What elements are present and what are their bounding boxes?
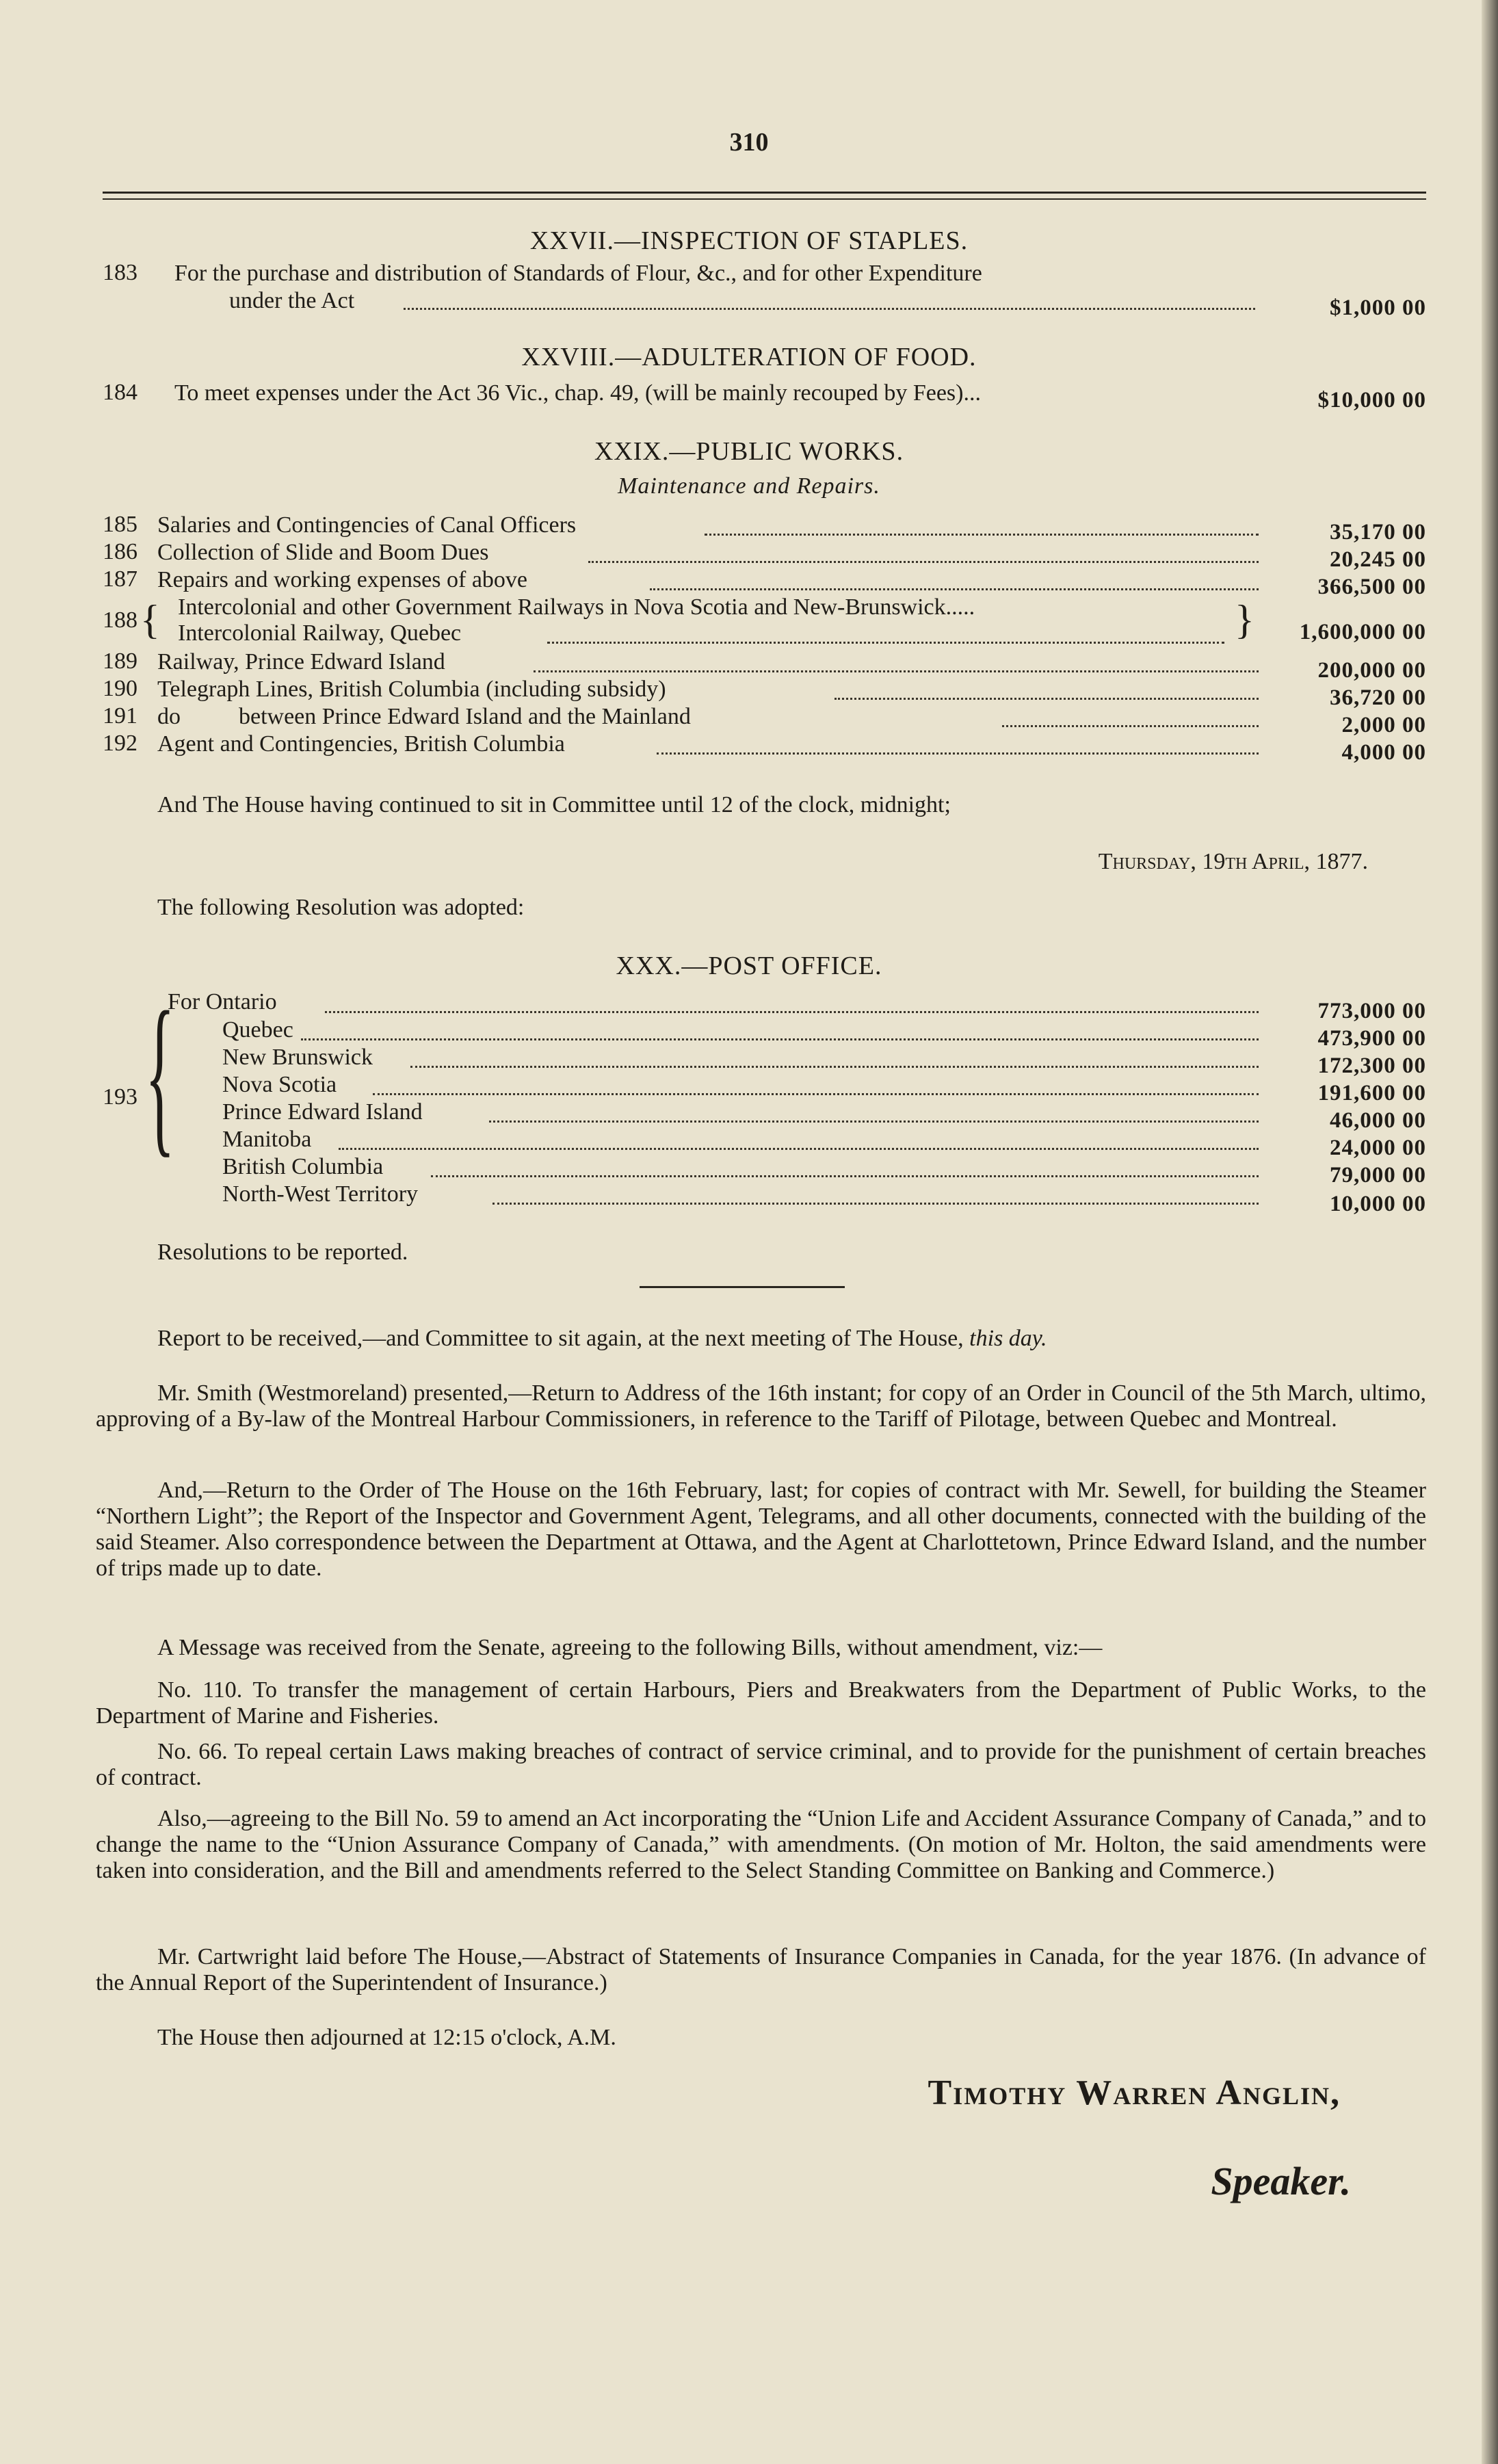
amount: 79,000 00 (1330, 1163, 1426, 1188)
item-text: Intercolonial and other Government Railways in Nova Scotia and New-Brunswick..... (178, 594, 975, 620)
left-brace: { (145, 975, 175, 1172)
leader-dots (547, 642, 1224, 644)
amount: 773,000 00 (1317, 999, 1426, 1023)
amount: 46,000 00 (1330, 1108, 1426, 1133)
paragraph: Resolutions to be reported. (157, 1240, 408, 1265)
leader-dots (835, 698, 1259, 700)
amount: 36,720 00 (1330, 685, 1426, 710)
item-text: North-West Territory (222, 1181, 419, 1207)
item-text: To meet expenses under the Act 36 Vic., chap. 49, (will be mainly recouped by Fees)... (174, 380, 981, 406)
item-number: 185 (103, 512, 137, 537)
amount: 1,600,000 00 (1299, 620, 1426, 644)
item-text: Railway, Prince Edward Island (157, 649, 445, 674)
leader-dots (410, 1066, 1259, 1068)
paragraph (157, 1326, 1426, 1352)
amount: 24,000 00 (1330, 1136, 1426, 1160)
item-text: Telegraph Lines, British Columbia (including subsidy) (157, 677, 666, 702)
leader-dots (373, 1093, 1259, 1095)
item-number: 192 (103, 731, 137, 756)
dateline: Thursday, 19th April, 1877. (1098, 849, 1368, 874)
section-heading: XXVIII.—ADULTERATION OF FOOD. (521, 343, 977, 371)
item-text: under the Act (229, 288, 355, 313)
paragraph: And,—Return to the Order of The House on the 16th February, last; for copies of contract with Mr. Sewell, for building the Steamer “Northern Light”; the Report of the Inspector and Government Agent, Telegrams, and all other documents, connected with the building of the said Steamer. Also correspondence between the Department at Ottawa, and the Agent at Charlottetown, Prince Edward Island, and the number of trips made up to date. (96, 1478, 1426, 1581)
item-text: Agent and Contingencies, British Columbia (157, 731, 565, 757)
item-text: Repairs and working expenses of above (157, 567, 528, 592)
section-heading: XXVII.—INSPECTION OF STAPLES. (529, 226, 969, 255)
leader-dots (650, 588, 1259, 590)
amount: 366,500 00 (1317, 575, 1426, 599)
paragraph: A Message was received from the Senate, agreeing to the following Bills, without amendment, viz:— (157, 1635, 1103, 1660)
leader-dots (301, 1038, 1259, 1040)
amount: 473,900 00 (1317, 1026, 1426, 1051)
item-number: 183 (103, 260, 137, 285)
item-number: 191 (103, 703, 137, 729)
report-emphasis: this day. (969, 1326, 1047, 1351)
report-text: Report to be received,—and Committee to sit again, at the next meeting of The House, (157, 1326, 970, 1351)
amount: 35,170 00 (1330, 520, 1426, 545)
amount: $1,000 00 (1330, 296, 1426, 320)
leader-dots (588, 561, 1259, 563)
header-rule-2 (103, 198, 1426, 200)
item-text: Quebec (222, 1017, 293, 1043)
item-text: Prince Edward Island (222, 1099, 423, 1125)
section-heading: XXIX.—PUBLIC WORKS. (594, 437, 904, 466)
paragraph: Mr. Smith (Westmoreland) presented,—Return to Address of the 16th instant; for copy of an Order in Council of the 5th March, ultimo, approving of a By-law of the Montreal Harbour Commissioners, in reference to the Tariff of Pilotage, between Quebec and Montreal. (96, 1380, 1426, 1432)
item-number: 184 (103, 380, 137, 405)
amount: 4,000 00 (1341, 740, 1426, 765)
section-subtitle: Maintenance and Repairs. (618, 473, 880, 499)
item-number: 188 (103, 607, 137, 633)
paragraph: And The House having continued to sit in Committee until 12 of the clock, midnight; (157, 792, 951, 817)
item-number: 189 (103, 648, 137, 674)
signature-title: Speaker. (1211, 2159, 1351, 2203)
leader-dots (404, 308, 1255, 310)
item-number: 193 (103, 1084, 137, 1110)
paragraph: No. 110. To transfer the management of certain Harbours, Piers and Breakwaters from the Department of Public Works, to the Department of Marine and Fisheries. (96, 1677, 1426, 1729)
item-text: Nova Scotia (222, 1072, 337, 1097)
amount: 10,000 00 (1330, 1192, 1426, 1216)
leader-dots (705, 534, 1259, 536)
paragraph: No. 66. To repeal certain Laws making breaches of contract of service criminal, and to provide for the punishment of certain breaches of contract. (96, 1739, 1426, 1790)
amount: 172,300 00 (1317, 1053, 1426, 1078)
paragraph: Also,—agreeing to the Bill No. 59 to amend an Act incorporating the “Union Life and Accident Assurance Company of Canada,” and to change the name to the “Union Assurance Company of Canada,” with amendments. (On motion of Mr. Holton, the said amendments were taken into consideration, and the Bill and amendments referred to the Select Standing Committee on Banking and Commerce.) (96, 1806, 1426, 1883)
leader-dots (339, 1148, 1259, 1150)
amount: 200,000 00 (1317, 658, 1426, 683)
page-number: 310 (729, 128, 769, 157)
item-number: 187 (103, 566, 137, 592)
leader-dots (431, 1175, 1259, 1177)
item-text: For the purchase and distribution of Standards of Flour, &c., and for other Expenditure (174, 261, 982, 286)
item-number: 186 (103, 539, 137, 564)
leader-dots (1002, 725, 1259, 727)
item-text: do between Prince Edward Island and the Mainland (157, 704, 691, 729)
item-text: Salaries and Contingencies of Canal Officers (157, 512, 577, 538)
right-brace: } (1235, 597, 1254, 642)
leader-dots (325, 1011, 1259, 1013)
item-text: Collection of Slide and Boom Dues (157, 540, 489, 565)
header-rule (103, 192, 1426, 194)
paragraph: The House then adjourned at 12:15 o'clock, A.M. (157, 2025, 616, 2050)
leader-dots (534, 670, 1259, 672)
leader-dots (657, 752, 1259, 755)
section-heading: XXX.—POST OFFICE. (616, 952, 882, 980)
amount: 2,000 00 (1341, 713, 1426, 737)
item-text: For Ontario (168, 989, 277, 1014)
item-number: 190 (103, 676, 137, 701)
item-text: British Columbia (222, 1154, 384, 1179)
signature-name: Timothy Warren Anglin, (928, 2073, 1341, 2112)
item-text: New Brunswick (222, 1045, 373, 1070)
amount: 191,600 00 (1317, 1081, 1426, 1105)
section-divider (640, 1286, 845, 1288)
leader-dots (492, 1203, 1259, 1205)
leader-dots (489, 1120, 1259, 1123)
paragraph: The following Resolution was adopted: (157, 895, 525, 920)
left-brace: { (140, 597, 160, 642)
item-text: Intercolonial Railway, Quebec (178, 620, 462, 646)
amount: $10,000 00 (1317, 388, 1426, 412)
item-text: Manitoba (222, 1127, 312, 1152)
amount: 20,245 00 (1330, 547, 1426, 572)
paragraph: Mr. Cartwright laid before The House,—Abstract of Statements of Insurance Companies in Canada, for the year 1876. (In advance of the Annual Report of the Superintendent of Insurance.) (96, 1944, 1426, 1995)
